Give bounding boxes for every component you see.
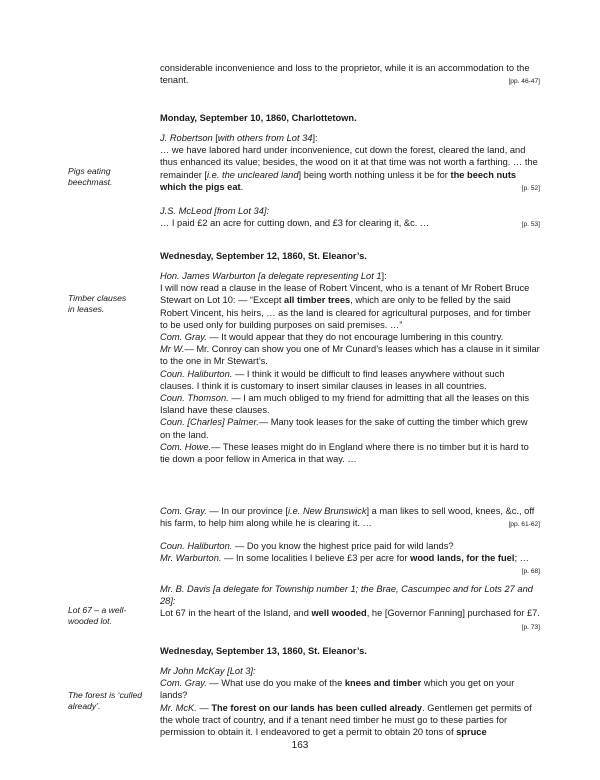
speaker-name: Com. Gray.	[160, 506, 207, 516]
testimony-text: … we have labored hard under inconvenience, cut down the forest, cleared the land, and thus enhanced its value; besides, the wood on it at that time was not worth a farthing. … the remainder [	[160, 145, 538, 180]
bracket-close: ]:	[381, 271, 387, 281]
speaker-name: Mr W.	[160, 344, 185, 355]
page-reference: [p. 68]	[521, 568, 540, 576]
page-reference: [pp. 46-47]	[508, 78, 540, 86]
testimony-mcleod	[160, 205, 540, 229]
testimony-wild-lands	[160, 540, 540, 577]
speaker-name: Coun. Haliburton.	[160, 541, 233, 551]
testimony-text: … I paid £2 an acre for cutting down, and £3 for clearing it, &c. …	[160, 218, 430, 229]
dialogue-text: ; …	[514, 553, 529, 564]
highlighted-phrase: The forest on our lands has been culled already	[211, 702, 423, 713]
paragraph-text: considerable inconvenience and loss to the proprietor, while it is an accommodation to the tenant.	[160, 63, 530, 86]
bracket-close: ]:	[312, 133, 318, 143]
margin-note-pigs: Pigs eating beechmast.	[68, 166, 113, 187]
speaker-name: Mr John McKay [Lot 3]:	[160, 666, 256, 676]
speaker-name: Com. Gray.	[160, 678, 207, 689]
section-heading: Wednesday, September 12, 1860, St. Eleanor’s.	[160, 251, 367, 261]
dialogue-text: — What use do you make of the	[206, 678, 345, 689]
speaker-name: Hon. James Warburton [	[160, 271, 261, 281]
testimony-text: , he [Governor Fanning] purchased for £7.	[366, 608, 540, 619]
dialogue-line	[160, 331, 540, 343]
dialogue-line	[160, 368, 540, 392]
dialogue-text: — Many took leases for the sake of cutting the timber which grew on the land.	[160, 417, 528, 440]
margin-note-timber-clauses: Timber clauses in leases.	[68, 293, 127, 314]
speaker-name: Mr. Warburton.	[160, 553, 222, 564]
section-heading: Monday, September 10, 1860, Charlottetown.	[160, 113, 357, 123]
dialogue-line	[160, 441, 540, 465]
dialogue-text: — In our province [	[206, 506, 288, 516]
testimony-robertson	[160, 132, 540, 193]
dialogue-text: — Do you know the highest price paid for wild lands?	[232, 541, 454, 551]
page-reference: [p. 73]	[521, 623, 540, 631]
dialogue-text: ] a man likes to sell wood, knees, &c., off his farm, to help him along while he is clearing it. …	[160, 506, 535, 529]
highlighted-phrase: knees and timber	[344, 678, 422, 689]
dialogue-line	[160, 416, 540, 440]
continuation-paragraph	[160, 62, 540, 86]
dialogue-text: . Gentlemen get permits of the whole tract of country, and if a tenant need timber he must go to these parties for permission to obtain it. I endeavored to get a permit to obtain 20 tons of	[160, 702, 532, 738]
speaker-name: Com. Howe.	[160, 441, 212, 452]
speaker-name: J. Robertson	[160, 133, 213, 143]
dialogue-text: — It would appear that they do not encourage lumbering in this country.	[206, 332, 504, 343]
margin-note-forest-culled: The forest is ‘culled already’.	[68, 690, 143, 711]
page-reference: [pp. 61-62]	[508, 521, 540, 529]
testimony-text: , which are only to be felled by the said Robert Vincent, his heirs, … as the land is cleared for agricultural purposes, and for timber to be used only for building purposes on said premises. …”	[160, 295, 531, 330]
speaker-name: Coun. [Charles] Palmer.	[160, 417, 259, 428]
editorial-insert: i.e. New Brunswick	[287, 506, 367, 516]
dialogue-text: — I am much obliged to my friend for admitting that all the leases on this Island have these clauses.	[160, 393, 529, 416]
speaker-name: Mr. B. Davis [a delegate for Township number 1; the Brae, Cascumpec and for Lots 27 and 28]:	[160, 584, 533, 607]
dialogue-text: which you get on your lands?	[160, 678, 515, 701]
speaker-name: Coun. Thomson.	[160, 393, 229, 404]
testimony-warburton	[160, 270, 540, 465]
speaker-role: with others from Lot 34	[217, 133, 313, 143]
section-heading: Wednesday, September 13, 1860, St. Eleanor’s.	[160, 646, 367, 656]
margin-note-lot-67: Lot 67 – a well-wooded lot.	[68, 605, 127, 626]
editorial-insert: i.e. the uncleared land	[207, 169, 299, 180]
bracket-open: [	[212, 133, 218, 143]
dialogue-text: — In some localities I believe £3 per acre for	[221, 553, 411, 564]
speaker-name: Com. Gray.	[160, 332, 207, 343]
highlighted-phrase: wood lands, for the fuel	[410, 553, 515, 564]
highlighted-phrase: well wooded	[311, 608, 367, 619]
testimony-text: I will now read a clause in the lease of Robert Vincent, who is a tenant of Mr Robert Bruce Stewart on Lot 10: — “Except	[160, 283, 530, 306]
speaker-name: J.S. McLeod [from Lot 34]:	[160, 206, 270, 216]
speaker-role: a delegate representing Lot 1	[260, 271, 382, 281]
dialogue-text: — I think it would be difficult to find leases anywhere without such clauses. I think it is customary to insert similar clauses in leases in all countries.	[160, 368, 505, 391]
speaker-name: Coun. Haliburton.	[160, 368, 233, 379]
testimony-text: Lot 67 in the heart of the Island, and	[160, 608, 312, 619]
highlighted-phrase: all timber trees	[284, 295, 351, 306]
dialogue-line	[160, 343, 540, 367]
highlighted-phrase: spruce	[456, 727, 487, 738]
page-reference: [p. 52]	[521, 184, 540, 192]
speaker-name: Mr. McK.	[160, 702, 197, 713]
dialogue-text: —	[196, 702, 212, 713]
highlighted-phrase: the beech nuts which the pigs eat	[160, 169, 517, 192]
page-number: 163	[291, 740, 309, 751]
dialogue-text: — These leases might do in England where there is no timber but it is hard to tie down a poor fellow in America in that way. …	[160, 441, 529, 465]
testimony-text: ] being worth nothing unless it be for	[298, 169, 451, 180]
testimony-gray	[160, 505, 540, 529]
dialogue-text: — Mr. Conroy can show you one of Mr Cunard’s leases which has a clause in it similar to the one in Mr Stewart’s.	[160, 344, 540, 367]
dialogue-line	[160, 392, 540, 416]
testimony-davis	[160, 583, 540, 632]
page-reference: [p. 53]	[521, 221, 540, 229]
testimony-mckay	[160, 665, 540, 738]
testimony-text: .	[240, 181, 244, 192]
